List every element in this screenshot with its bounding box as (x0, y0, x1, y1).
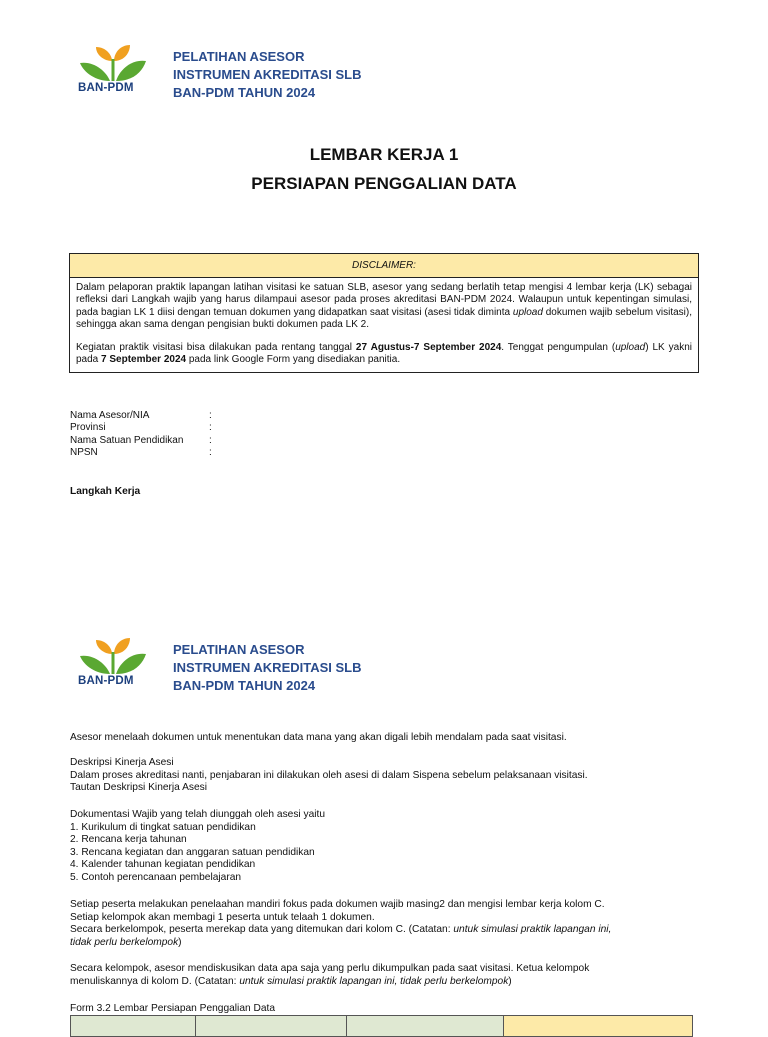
ban-pdm-logo (76, 634, 152, 692)
table-header-cell (196, 1016, 347, 1037)
list-item: 1. Kurikulum di tingkat satuan pendidikan (70, 821, 256, 833)
instruction-text: ) (178, 936, 182, 948)
disclaimer-emphasis: upload (615, 342, 646, 354)
identity-row (70, 435, 212, 447)
list-item: 5. Contoh perencanaan pembelajaran (70, 871, 242, 883)
discussion-text: ) (508, 975, 512, 987)
form-table-header (70, 1015, 693, 1037)
form-caption: Form 3.2 Lembar Persiapan Penggalian Data (70, 1003, 275, 1014)
ban-pdm-logo (76, 41, 152, 99)
dokumentasi-heading: Dokumentasi Wajib yang telah diunggah oleh asesi yaitu (70, 809, 326, 820)
date-range: 27 Agustus-7 September 2024 (355, 342, 502, 354)
deskripsi-block (70, 757, 700, 795)
identity-separator: : (209, 446, 212, 458)
disclaimer-text: . Tenggat pengumpulan ( (501, 342, 616, 354)
disclaimer-emphasis: upload (512, 306, 543, 318)
list-item: 4. Kalender tahunan kegiatan pendidikan (70, 859, 256, 870)
header-block (76, 41, 496, 101)
deskripsi-link[interactable]: Tautan Deskripsi Kinerja Asesi (70, 782, 208, 793)
identity-label: Nama Asesor/NIA (70, 410, 150, 421)
header-line-1: PELATIHAN ASESOR (173, 642, 305, 657)
table-row (71, 1016, 693, 1037)
identity-row (70, 410, 212, 422)
identity-separator: : (209, 422, 212, 434)
identity-row (70, 422, 212, 434)
deskripsi-heading: Deskripsi Kinerja Asesi (70, 757, 174, 768)
disclaimer-text: Kegiatan praktik visitasi bisa dilakukan pada rentang tanggal (76, 342, 356, 354)
identity-label: Nama Satuan Pendidikan (70, 434, 184, 446)
discussion-text: Secara kelompok, asesor mendiskusikan data apa saja yang perlu dikumpulkan pada saat visitasi. Ketua kelompok (70, 963, 590, 974)
page-title-line-1: LEMBAR KERJA 1 (309, 145, 459, 164)
steps-heading: Langkah Kerja (70, 486, 141, 497)
table-header-cell (347, 1016, 504, 1037)
identity-separator: : (209, 434, 212, 446)
instruction-text: Setiap peserta melakukan penelaahan mandiri fokus pada dokumen wajib masing2 dan mengisi lembar kerja kolom C. (70, 899, 605, 910)
identity-fields (70, 410, 212, 459)
identity-label: Provinsi (70, 422, 106, 434)
discussion-block (70, 963, 700, 988)
instruction-note: untuk simulasi praktik lapangan ini, (453, 924, 612, 935)
list-item: 3. Rencana kegiatan dan anggaran satuan pendidikan (70, 846, 315, 858)
identity-label: NPSN (70, 446, 98, 458)
logo-text: BAN-PDM (78, 675, 134, 687)
header-line-1: PELATIHAN ASESOR (173, 49, 305, 64)
identity-row (70, 447, 212, 459)
instruction-block (70, 899, 700, 949)
deadline-date: 7 September 2024 (101, 354, 187, 366)
disclaimer-text: dokumen wajib sebelum visitasi), sehingga akan sama dengan pengisian bukti dokumen pada LK 2. (76, 306, 693, 330)
identity-separator: : (209, 410, 212, 421)
header-line-3: BAN-PDM TAHUN 2024 (173, 678, 316, 693)
deskripsi-text: Dalam proses akreditasi nanti, penjabaran ini dilakukan oleh asesi di dalam Sispena sebelum pelaksanaan visitasi. (70, 769, 588, 781)
instruction-text: Secara berkelompok, peserta merekap data yang ditemukan dari kolom C. (Catatan: (70, 924, 454, 935)
instruction-note: tidak perlu berkelompok (70, 936, 179, 948)
disclaimer-paragraph-1 (76, 282, 692, 331)
disclaimer-text: Dalam pelaporan praktik lapangan latihan visitasi ke satuan SLB, asesor yang sedang berlatih tetap mengisi 4 lembar kerja (LK) sebagai refleksi dari Langkah wajib yang harus dilampaui asesor pada proses akreditasi BAN-PDM 2024. Walaupun untuk kepentingan simulasi, pada bagian LK 1 diisi dengan temuan dokumen yang didapatkan saat visitasi (asesi tidak diminta (76, 282, 692, 318)
discussion-note: untuk simulasi praktik lapangan ini, tidak perlu berkelompok (239, 975, 509, 987)
disclaimer-text: pada link Google Form yang disediakan panitia. (186, 354, 401, 366)
disclaimer-box (69, 253, 699, 373)
instruction-text (70, 937, 700, 950)
page-title-line-2: PERSIAPAN PENGGALIAN DATA (251, 174, 517, 193)
header-line-2: INSTRUMEN AKREDITASI SLB (173, 660, 362, 675)
sprout-logo-icon (76, 41, 152, 83)
disclaimer-body (70, 278, 698, 372)
instruction-text: Setiap kelompok akan membagi 1 peserta untuk telaah 1 dokumen. (70, 911, 375, 923)
table-header-cell (504, 1016, 693, 1037)
table-header-cell (71, 1016, 196, 1037)
discussion-text: menuliskannya di kolom D. (Catatan: (70, 975, 240, 987)
header-line-2: INSTRUMEN AKREDITASI SLB (173, 67, 362, 82)
disclaimer-text: ) LK yakni pada (76, 342, 692, 366)
sprout-logo-icon (76, 634, 152, 676)
logo-text: BAN-PDM (78, 82, 134, 94)
header-block (76, 634, 496, 694)
disclaimer-heading: DISCLAIMER: (70, 254, 698, 278)
disclaimer-paragraph-2 (76, 342, 692, 367)
intro-text: Asesor menelaah dokumen untuk menentukan data mana yang akan digali lebih mendalam pada saat visitasi. (70, 732, 567, 743)
header-lines (173, 48, 362, 102)
discussion-text (70, 976, 700, 989)
list-item: 2. Rencana kerja tahunan (70, 834, 187, 845)
instruction-text (70, 924, 700, 937)
header-line-3: BAN-PDM TAHUN 2024 (173, 85, 316, 100)
dokumentasi-list (70, 809, 700, 884)
header-lines (173, 641, 362, 695)
